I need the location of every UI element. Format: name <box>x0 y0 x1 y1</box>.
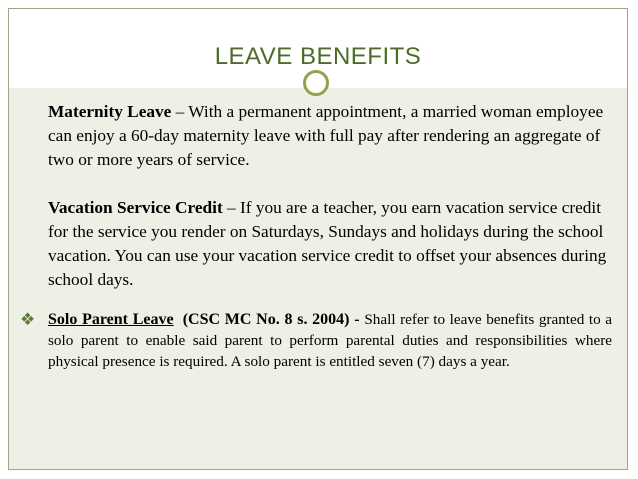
circle-ornament-icon <box>303 70 329 96</box>
maternity-term: Maternity Leave <box>48 102 172 121</box>
solo-reference: (CSC MC No. 8 s. 2004) - <box>182 311 365 328</box>
maternity-paragraph <box>48 100 608 172</box>
slide-body <box>48 100 608 292</box>
solo-term: Solo Parent Leave <box>48 311 174 328</box>
vacation-text: – If you are a teacher, you earn vacation service credit for the service you render on Saturdays, Sundays and holidays during the school vacation. You can use your vacation service credit to offset your absences during school days. <box>48 198 607 289</box>
slide-title: LEAVE BENEFITS <box>214 43 422 70</box>
diamond-bullet-icon: ❖ <box>20 310 36 329</box>
solo-parent-paragraph <box>48 309 612 372</box>
solo-parent-bullet <box>20 309 612 372</box>
vacation-term: Vacation Service Credit <box>48 198 223 217</box>
solo-text: Shall refer to leave benefits granted to a solo parent to enable said parent to perform parental duties and responsibilities where physical presence is required. A solo parent is entitled seven (7) days a year. <box>48 311 612 370</box>
vacation-paragraph <box>48 196 608 292</box>
maternity-text: – With a permanent appointment, a married woman employee can enjoy a 60-day maternity leave with full pay after rendering an aggregate of two or more years of service. <box>48 102 604 169</box>
